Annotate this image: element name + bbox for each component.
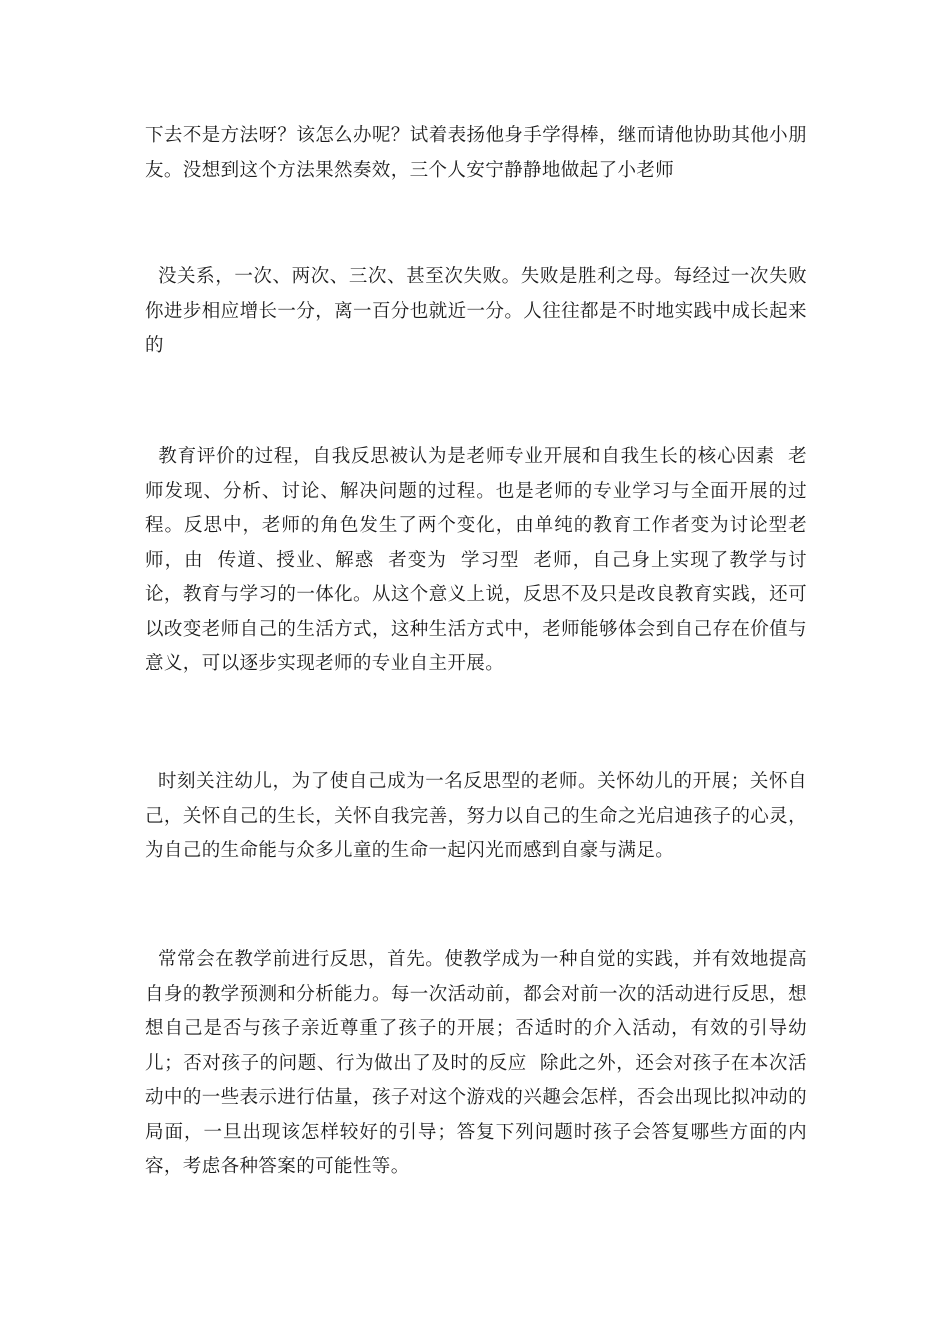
paragraph-1: 下去不是方法呀？该怎么办呢？试着表扬他身手学得棒，继而请他协助其他小朋友。没想到这个方法果然奏效，三个人安宁静静地做起了小老师 — [145, 125, 807, 181]
paragraph-3: 教育评价的过程，自我反思被认为是老师专业开展和自我生长的核心因素 老师发现、分析、讨论、解决问题的过程。也是老师的专业学习与全面开展的过程。反思中，老师的角色发生了两个变化，由单纯的教育工作者变为讨论型老师，由 传道、授业、解惑 者变为 学习型 老师，自己身上实现了教学与讨论，教育与学习的一体化。从这个意义上说，反思不及只是改良教育实践，还可以改变老师自己的生活方式，这种生活方式中，老师能够体会到自己存在价值与意义，可以逐步实现老师的专业自主开展。 — [145, 446, 808, 674]
paragraph-5: 常常会在教学前进行反思，首先。使教学成为一种自觉的实践，并有效地提高自身的教学预测和分析能力。每一次活动前，都会对前一次的活动进行反思，想想自己是否与孩子亲近尊重了孩子的开展；否适时的介入活动，有效的引导幼儿；否对孩子的问题、行为做出了及时的反应 除此之外，还会对孩子在本次活动中的一些表示进行估量，孩子对这个游戏的兴趣会怎样，否会出现比拟冲动的局面，一旦出现该怎样较好的引导；答复下列问题时孩子会答复哪些方面的内容，考虑各种答案的可能性等。 — [145, 949, 807, 1177]
paragraph-2: 没关系，一次、两次、三次、甚至次失败。失败是胜利之母。每经过一次失败你进步相应增长一分，离一百分也就近一分。人往往都是不时地实践中成长起来的 — [145, 266, 807, 356]
paragraph-4: 时刻关注幼儿，为了使自己成为一名反思型的老师。关怀幼儿的开展；关怀自己，关怀自己的生长，关怀自我完善，努力以自己的生命之光启迪孩子的心灵，为自己的生命能与众多儿童的生命一起闪光而感到自豪与满足。 — [145, 771, 807, 861]
